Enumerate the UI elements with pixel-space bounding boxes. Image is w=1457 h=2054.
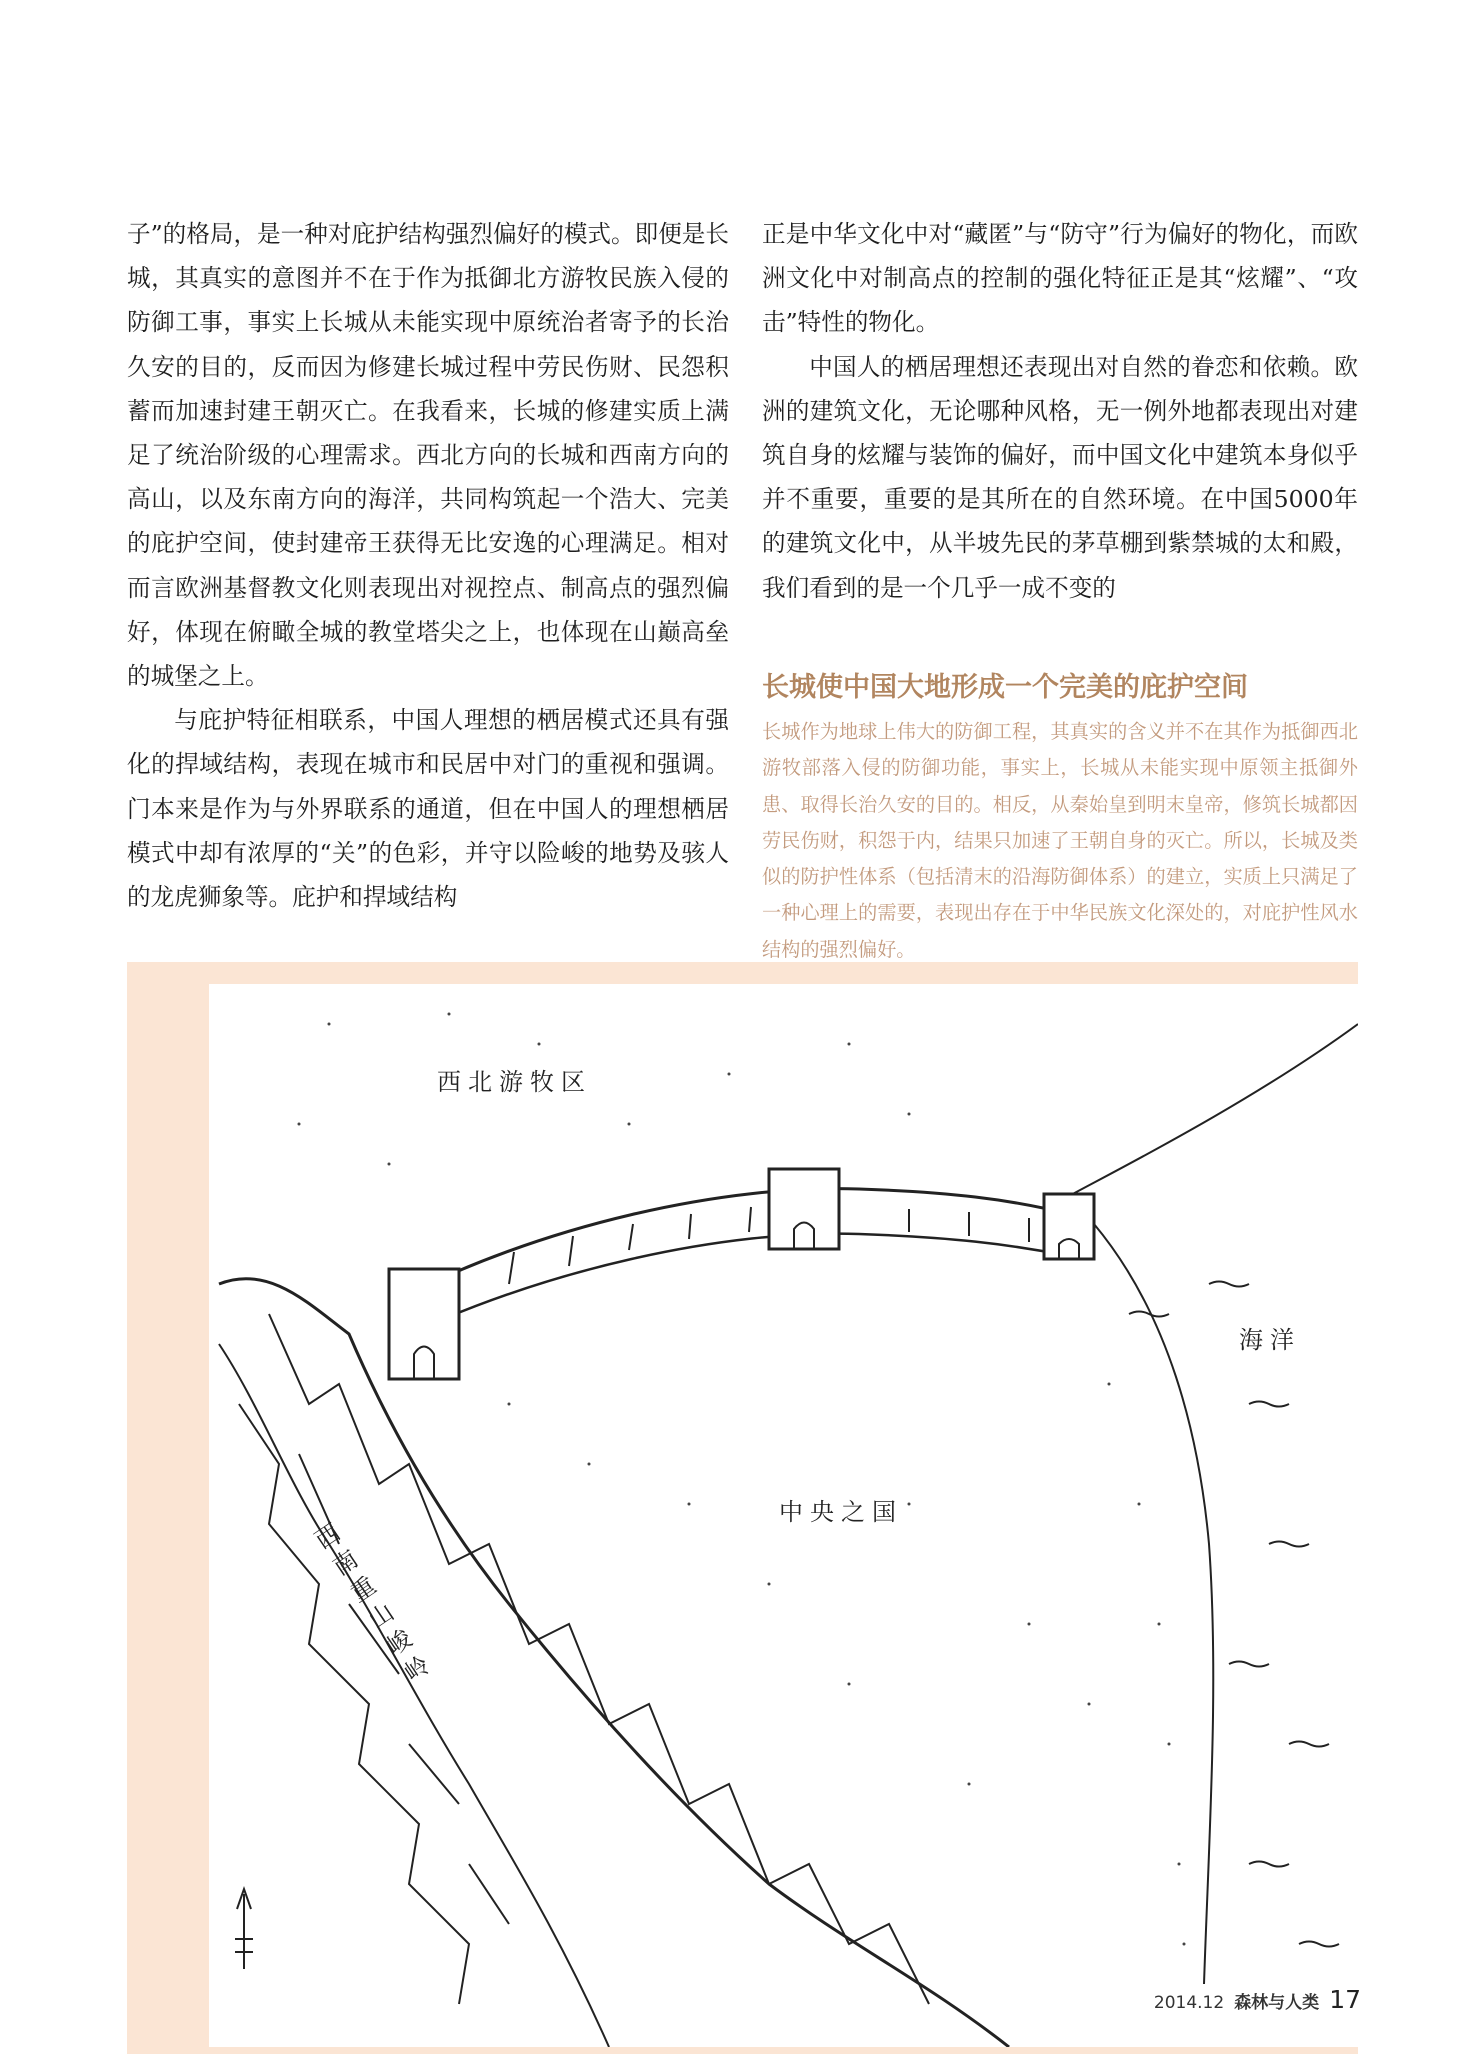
label-central-kingdom: 中央之国 <box>779 1498 903 1526</box>
footer-magazine: 森林与人类 <box>1234 1993 1320 2013</box>
watchtower-right <box>1044 1194 1094 1259</box>
left-paragraph-2: 与庇护特征相联系，中国人理想的栖居模式还具有强化的捍域结构，表现在城市和民居中对门的重视和强调。门本来是作为与外界联系的通道，但在中国人的理想栖居模式中却有浓厚的“关”的色彩，并守以险峻的地势及骇人的龙虎狮象等。庇护和捍域结构 <box>127 706 729 912</box>
footer-issue: 2014.12 <box>1153 1993 1225 2013</box>
coastline <box>1069 1024 1358 1196</box>
watchtower-middle <box>769 1169 839 1249</box>
right-column <box>762 212 1358 610</box>
label-ocean: 海洋 <box>1239 1326 1301 1354</box>
right-paragraph-1: 正是中华文化中对“藏匿”与“防守”行为偏好的物化，而欧洲文化中对制高点的控制的强化特征正是其“炫耀”、“攻击”特性的物化。 <box>762 220 1358 337</box>
left-paragraph-1: 子”的格局，是一种对庇护结构强烈偏好的模式。即便是长城，其真实的意图并不在于作为抵御北方游牧民族入侵的防御工事，事实上长城从未能实现中原统治者寄予的长治久安的目的，反而因为修建长城过程中劳民伤财、民怨积蓄而加速封建王朝灭亡。在我看来，长城的修建实质上满足了统治阶级的心理需求。西北方向的长城和西南方向的高山，以及东南方向的海洋，共同构筑起一个浩大、完美的庇护空间，使封建帝王获得无比安逸的心理满足。相对而言欧洲基督教文化则表现出对视控点、制高点的强烈偏好，体现在俯瞰全城的教堂塔尖之上，也体现在山巅高垒的城堡之上。 <box>127 220 729 691</box>
great-wall <box>389 1189 1069 1304</box>
sidebar-body: 长城作为地球上伟大的防御工程，其真实的含义并不在其作为抵御西北游牧部落入侵的防御功能，事实上，长城从未能实现中原领主抵御外患、取得长治久安的目的。相反，从秦始皇到明末皇帝，修筑长城都因劳民伤财，积怨于内，结果只加速了王朝自身的灭亡。所以，长城及类似的防护性体系（包括清末的沿海防御体系）的建立，实质上只满足了一种心理上的需要，表现出存在于中华民族文化深处的，对庇护性风水结构的强烈偏好。 <box>762 720 1358 961</box>
great-wall-illustration <box>209 984 1358 2047</box>
sidebar-box <box>762 668 1358 968</box>
watchtower-left <box>389 1269 459 1379</box>
label-southwest-mountains: 西南重山峻岭 <box>309 1518 435 1688</box>
left-column <box>127 212 729 919</box>
coastline-shore <box>1094 1224 1213 1984</box>
page-number: 17 <box>1329 1985 1361 2014</box>
north-arrow <box>235 1889 253 1969</box>
mountain-range <box>219 1279 1009 2047</box>
right-paragraph-2: 中国人的栖居理想还表现出对自然的眷恋和依赖。欧洲的建筑文化，无论哪种风格，无一例外地都表现出对建筑自身的炫耀与装饰的偏好，而中国文化中建筑本身似乎并不重要，重要的是其所在的自然环境。在中国5000年的建筑文化中，从半坡先民的茅草棚到紫禁城的太和殿，我们看到的是一个几乎一成不变的 <box>762 352 1358 602</box>
label-northwest-nomads: 西北游牧区 <box>437 1068 592 1096</box>
sidebar-title: 长城使中国大地形成一个完美的庇护空间 <box>762 672 1248 703</box>
page-footer <box>1154 1985 1361 2014</box>
